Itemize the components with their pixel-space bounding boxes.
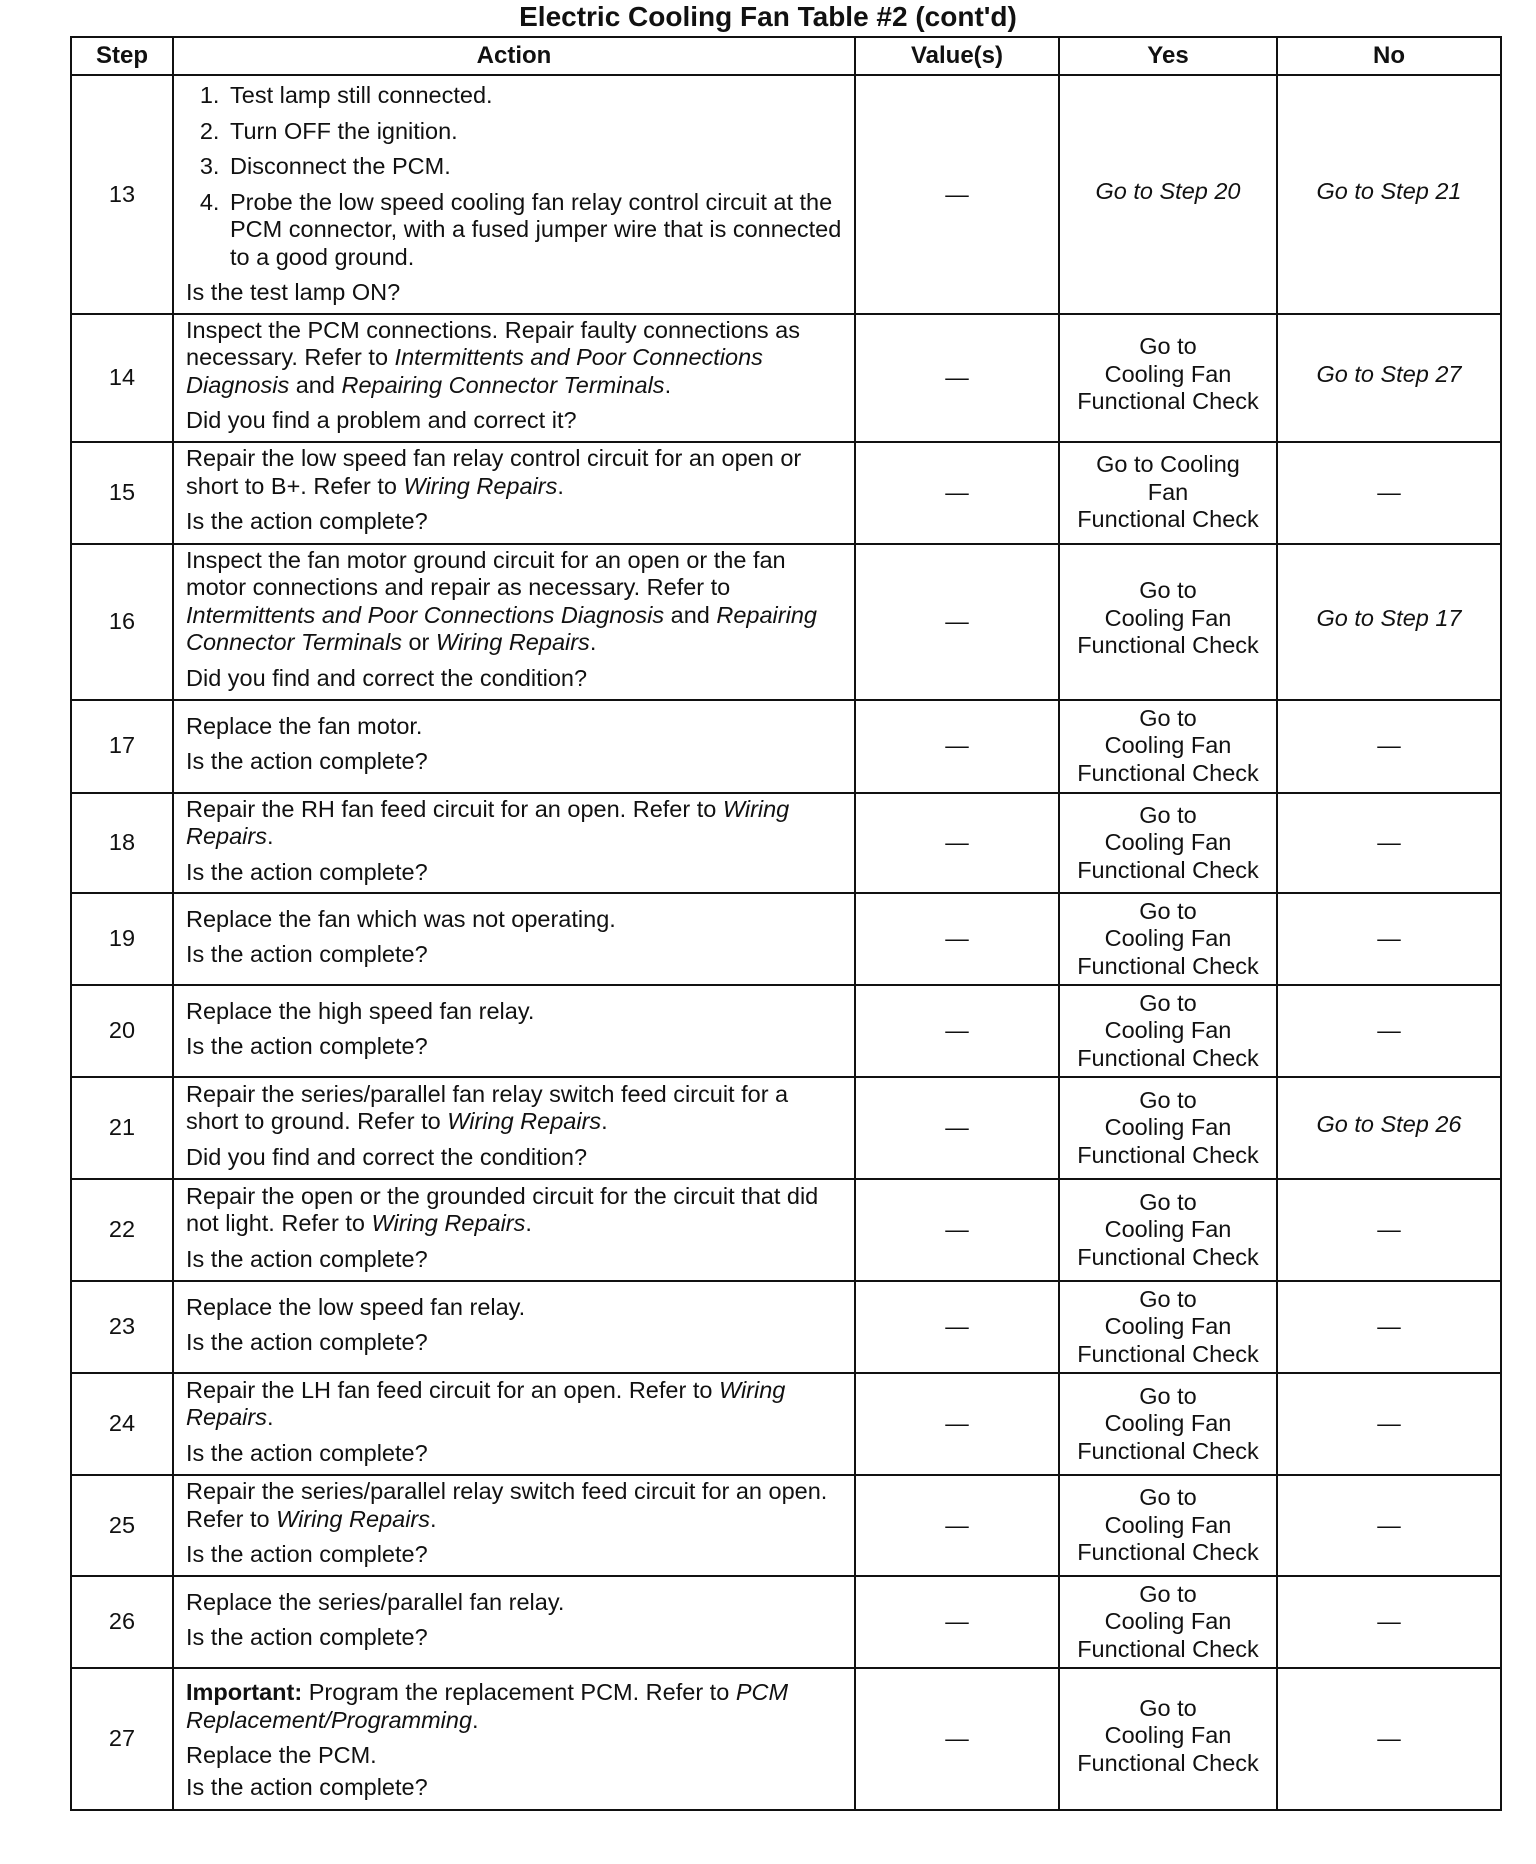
yes-line: Fan — [1147, 478, 1189, 505]
yes-line: Cooling Fan — [1104, 1722, 1232, 1749]
value-cell: — — [855, 700, 1059, 793]
table-row — [71, 893, 1501, 985]
action-text: Replace the low speed fan relay. — [186, 1293, 526, 1320]
no-cell: — — [1277, 1373, 1501, 1475]
action-text: Repair the low speed fan relay control circuit for an open or short to B+. Refer to — [186, 445, 802, 499]
step-number: 27 — [71, 1668, 173, 1810]
reference-link: Wiring Repairs — [186, 1376, 786, 1431]
action-text: . — [430, 1505, 437, 1532]
yes-cell — [1059, 700, 1277, 793]
action-text: Replace the series/parallel fan relay. — [186, 1588, 565, 1615]
yes-line: Functional Check — [1077, 506, 1259, 533]
value-cell: — — [855, 1576, 1059, 1668]
no-cell: — — [1277, 1668, 1501, 1810]
yes-line: Cooling Fan — [1104, 1511, 1232, 1538]
action-text: Replace the PCM. — [186, 1742, 377, 1768]
no-cell: — — [1277, 793, 1501, 894]
reference-link: Repairing Connector Terminals — [341, 371, 665, 398]
action-question: Is the action complete? — [186, 1773, 428, 1800]
action-cell — [173, 893, 855, 985]
step-number: 24 — [71, 1373, 173, 1475]
header-no: No — [1277, 37, 1501, 75]
value-cell: — — [855, 1077, 1059, 1179]
yes-line: Cooling Fan — [1104, 829, 1232, 855]
table-row — [71, 1576, 1501, 1668]
action-question: Is the action complete? — [186, 508, 428, 535]
yes-cell — [1059, 442, 1277, 544]
table-row — [71, 75, 1501, 314]
header-row — [71, 37, 1501, 75]
yes-line: Functional Check — [1077, 759, 1259, 786]
action-text: . — [472, 1706, 479, 1733]
yes-line: Functional Check — [1077, 1539, 1259, 1566]
yes-line: Cooling Fan — [1104, 1608, 1232, 1635]
action-text: Program the replacement PCM. Refer to — [302, 1679, 736, 1705]
action-text: Inspect the fan motor ground circuit for an open or the fan motor connections and repair as necessary. Refer to — [186, 546, 786, 601]
step-number: 18 — [71, 793, 173, 894]
reference-link: Wiring Repairs — [435, 629, 590, 656]
action-question: Is the action complete? — [186, 941, 428, 967]
yes-line: Functional Check — [1077, 952, 1259, 979]
step-number: 19 — [71, 893, 173, 985]
action-cell — [173, 700, 855, 793]
action-text: . — [525, 1210, 532, 1237]
reference-link: Intermittents and Poor Connections Diagnosis — [186, 601, 665, 628]
yes-line: Cooling Fan — [1104, 604, 1232, 631]
yes-line: Cooling Fan — [1104, 360, 1232, 387]
action-text: Repair the RH fan feed circuit for an open. Refer to — [186, 795, 723, 822]
yes-line: Go to — [1139, 1694, 1197, 1721]
reference-link: Wiring Repairs — [447, 1108, 602, 1135]
yes-cell — [1059, 1281, 1277, 1373]
value-cell: — — [855, 793, 1059, 894]
action-text: Repair the series/parallel relay switch feed circuit for an open. Refer to — [186, 1478, 828, 1532]
step-number: 15 — [71, 442, 173, 544]
no-cell: — — [1277, 700, 1501, 793]
step-number: 16 — [71, 544, 173, 700]
action-text: . — [589, 629, 597, 656]
value-cell: — — [855, 544, 1059, 700]
yes-line: Functional Check — [1077, 1044, 1259, 1071]
step-number: 23 — [71, 1281, 173, 1373]
action-text: and — [664, 601, 717, 628]
no-cell: Go to Step 17 — [1277, 544, 1501, 700]
header-step: Step — [71, 37, 173, 75]
yes-cell — [1059, 893, 1277, 985]
action-text: Replace the fan motor. — [186, 712, 423, 739]
important-label: Important: — [186, 1679, 303, 1705]
action-question: Did you find and correct the condition? — [186, 664, 588, 691]
yes-line: Functional Check — [1077, 1635, 1259, 1662]
no-cell: — — [1277, 1179, 1501, 1281]
action-text: . — [601, 1108, 608, 1135]
yes-line: Cooling Fan — [1104, 1216, 1232, 1243]
list-item: 4. Probe the low speed cooling fan relay control circuit at the PCM connector, with a fused jumper wire that is connected to a good ground. — [226, 189, 842, 272]
table-row — [71, 985, 1501, 1077]
yes-line: Go to — [1139, 989, 1197, 1016]
table-row — [71, 1281, 1501, 1373]
action-cell — [173, 1179, 855, 1281]
yes-cell — [1059, 314, 1277, 442]
list-item: 2. Turn OFF the ignition. — [226, 118, 842, 146]
value-cell: — — [855, 75, 1059, 314]
value-cell: — — [855, 1668, 1059, 1810]
header-action: Action — [173, 37, 855, 75]
action-question: Is the action complete? — [186, 1624, 428, 1650]
yes-line: Cooling Fan — [1104, 732, 1232, 759]
reference-link: Wiring Repairs — [276, 1505, 431, 1532]
value-cell: — — [855, 985, 1059, 1077]
value-cell: — — [855, 1281, 1059, 1373]
yes-line: Cooling Fan — [1104, 1017, 1232, 1044]
action-cell — [173, 985, 855, 1077]
action-cell — [173, 442, 855, 544]
no-cell: — — [1277, 442, 1501, 544]
reference-link: Wiring Repairs — [403, 472, 558, 499]
action-question: Is the test lamp ON? — [186, 279, 401, 305]
table-row — [71, 544, 1501, 700]
yes-line: Functional Check — [1077, 1437, 1259, 1464]
yes-line: Go to — [1139, 577, 1197, 604]
action-cell — [173, 793, 855, 894]
action-cell — [173, 544, 855, 700]
yes-cell — [1059, 793, 1277, 894]
action-question: Is the action complete? — [186, 1541, 428, 1568]
action-cell — [173, 1576, 855, 1668]
no-cell: — — [1277, 1475, 1501, 1576]
action-steps-list — [186, 82, 842, 271]
yes-line: Go to — [1139, 1484, 1197, 1511]
yes-line: Go to — [1139, 1285, 1197, 1312]
action-text: Repair the open or the grounded circuit for the circuit that did not light. Refer to — [186, 1182, 819, 1237]
no-cell: Go to Step 21 — [1277, 75, 1501, 314]
list-item: 3. Disconnect the PCM. — [226, 153, 842, 181]
action-question: Did you find a problem and correct it? — [186, 407, 577, 433]
reference-link: Intermittents and Poor Connections Diagnosis — [186, 344, 763, 398]
action-text: Repair the LH fan feed circuit for an open. Refer to — [186, 1376, 719, 1403]
yes-line: Functional Check — [1077, 1749, 1259, 1776]
yes-line: Go to — [1139, 801, 1197, 828]
table-row — [71, 1668, 1501, 1810]
yes-line: Functional Check — [1077, 856, 1259, 883]
action-text: Inspect the PCM connections. Repair faulty connections as necessary. Refer to — [186, 316, 800, 370]
yes-line: Functional Check — [1077, 1243, 1259, 1270]
value-cell: — — [855, 1475, 1059, 1576]
no-cell: — — [1277, 893, 1501, 985]
yes-line: Cooling Fan — [1104, 1114, 1232, 1141]
yes-line: Functional Check — [1077, 632, 1259, 659]
action-question: Is the action complete? — [186, 1329, 428, 1355]
action-text: Replace the fan which was not operating. — [186, 905, 616, 932]
step-number: 22 — [71, 1179, 173, 1281]
action-text: and — [289, 371, 342, 398]
yes-cell: Go to Step 20 — [1059, 75, 1277, 314]
reference-link: Wiring Repairs — [186, 795, 790, 849]
no-cell: Go to Step 26 — [1277, 1077, 1501, 1179]
action-cell — [173, 1373, 855, 1475]
action-question: Is the action complete? — [186, 1033, 428, 1059]
yes-line: Functional Check — [1077, 1141, 1259, 1168]
yes-line: Go to — [1139, 333, 1197, 360]
step-number: 26 — [71, 1576, 173, 1668]
action-cell — [173, 1668, 855, 1810]
value-cell: — — [855, 893, 1059, 985]
step-number: 25 — [71, 1475, 173, 1576]
yes-line: Go to — [1139, 704, 1197, 731]
table-row — [71, 442, 1501, 544]
step-number: 21 — [71, 1077, 173, 1179]
yes-cell — [1059, 1668, 1277, 1810]
no-cell: — — [1277, 1576, 1501, 1668]
action-question: Did you find and correct the condition? — [186, 1143, 588, 1170]
action-text: . — [557, 472, 564, 499]
yes-cell — [1059, 985, 1277, 1077]
yes-line: Functional Check — [1077, 1340, 1259, 1367]
yes-line: Go to — [1139, 1086, 1197, 1113]
yes-line: Functional Check — [1077, 388, 1259, 415]
action-text: Repair the series/parallel fan relay switch feed circuit for a short to ground. Refer to — [186, 1080, 789, 1135]
table-row — [71, 1373, 1501, 1475]
table-row — [71, 1475, 1501, 1576]
yes-line: Cooling Fan — [1104, 1410, 1232, 1437]
table-row — [71, 314, 1501, 442]
list-item: 1. Test lamp still connected. — [226, 82, 842, 110]
header-yes: Yes — [1059, 37, 1277, 75]
action-text: or — [401, 629, 436, 656]
table-row — [71, 793, 1501, 894]
action-text: . — [266, 823, 274, 849]
yes-cell — [1059, 1576, 1277, 1668]
yes-cell — [1059, 1475, 1277, 1576]
no-cell: — — [1277, 1281, 1501, 1373]
yes-line: Go to — [1139, 1188, 1197, 1215]
yes-line: Cooling Fan — [1104, 925, 1232, 952]
step-number: 20 — [71, 985, 173, 1077]
yes-cell — [1059, 544, 1277, 700]
page-title: Electric Cooling Fan Table #2 (cont'd) — [519, 1, 1017, 32]
action-question: Is the action complete? — [186, 1439, 428, 1466]
action-cell — [173, 1077, 855, 1179]
header-values: Value(s) — [855, 37, 1059, 75]
yes-cell — [1059, 1179, 1277, 1281]
step-number: 14 — [71, 314, 173, 442]
action-text: . — [266, 1404, 274, 1431]
action-question: Is the action complete? — [186, 1245, 428, 1272]
action-cell — [173, 1475, 855, 1576]
yes-cell — [1059, 1077, 1277, 1179]
yes-line: Go to — [1139, 1580, 1197, 1607]
yes-cell — [1059, 1373, 1277, 1475]
yes-line: Go to Cooling — [1096, 451, 1240, 478]
yes-line: Cooling Fan — [1104, 1313, 1232, 1340]
action-question: Is the action complete? — [186, 858, 428, 885]
value-cell: — — [855, 442, 1059, 544]
yes-line: Go to — [1139, 897, 1197, 924]
table-row — [71, 700, 1501, 793]
no-cell: Go to Step 27 — [1277, 314, 1501, 442]
action-text: Replace the high speed fan relay. — [186, 997, 535, 1024]
action-text: . — [664, 371, 672, 398]
step-number: 13 — [71, 75, 173, 314]
reference-link: Repairing Connector Terminals — [186, 601, 817, 656]
value-cell: — — [855, 1373, 1059, 1475]
yes-line: Go to — [1139, 1382, 1197, 1409]
action-question: Is the action complete? — [186, 748, 428, 774]
diagnostic-table — [70, 36, 1502, 1811]
table-row — [71, 1179, 1501, 1281]
reference-link: Wiring Repairs — [371, 1210, 526, 1237]
no-cell: — — [1277, 985, 1501, 1077]
value-cell: — — [855, 1179, 1059, 1281]
reference-link: PCM Replacement/Programming — [186, 1679, 789, 1733]
action-cell — [173, 75, 855, 314]
action-cell — [173, 1281, 855, 1373]
action-cell — [173, 314, 855, 442]
step-number: 17 — [71, 700, 173, 793]
table-row — [71, 1077, 1501, 1179]
value-cell: — — [855, 314, 1059, 442]
